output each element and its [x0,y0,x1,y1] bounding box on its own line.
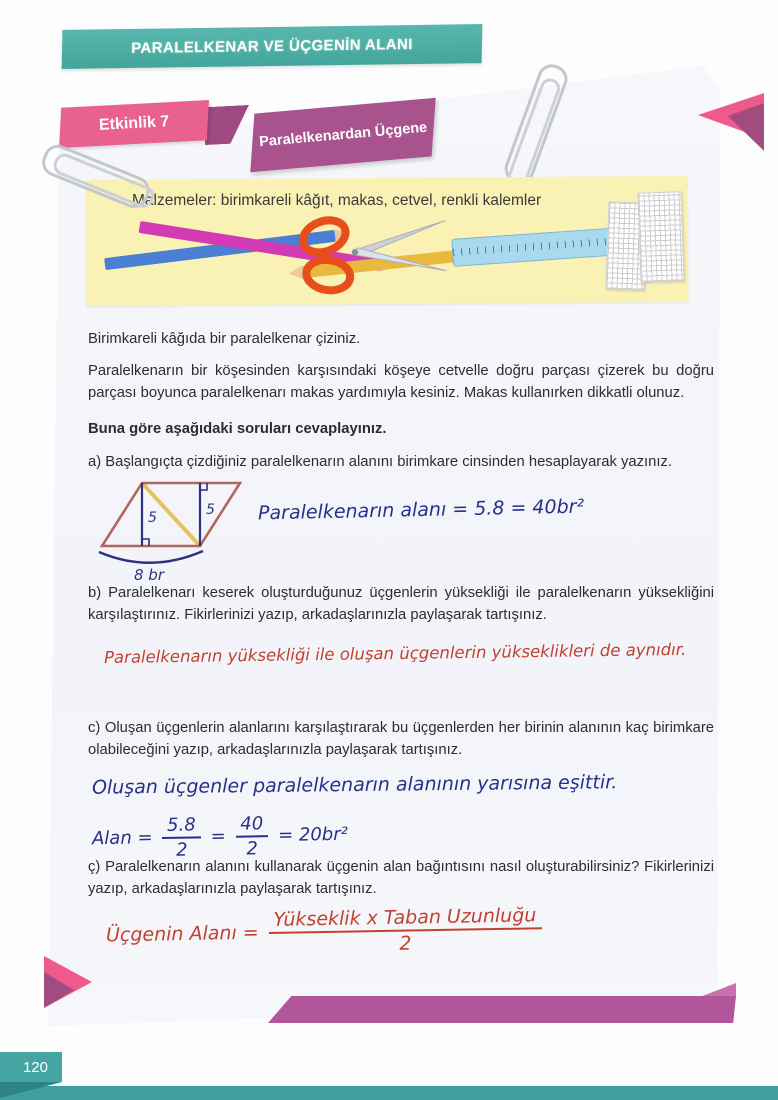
page-number: 120 [22,1058,48,1076]
page-number-badge [0,1052,62,1082]
parallelogram-diagram [90,470,270,588]
question-c: c) Oluşan üçgenlerin alanlarını karşılaştırarak bu üçgenlerden her birinin alanının kaç birimkare olabileceğini yazıp, arkadaşlarınızla paylaşarak tartışınız. [88,720,714,759]
handwritten-area-formula: Alan = $\frac{5.8}{2}$ = $\frac{40}{2}$ = 20br² [91,813,349,861]
handwritten-answer-c: Oluşan üçgenler paralelkenarın alanının yarısına eşittir. [91,771,618,799]
base-label: 8 br [134,566,164,584]
corner-arrow-decoration [698,93,764,151]
activity-label: Etkinlik 7 [98,113,170,134]
question-cc: ç) Paralelkenarın alanını kullanarak üçgenin alan bağıntısını nasıl oluşturabilirsiniz? Fikirlerinizi yazıp, arkadaşlarınızla paylaşarak tartışınız. [88,859,714,898]
bookmark-decoration [44,956,92,1008]
area-result: = 20br² [277,823,349,846]
unit-header-bar [62,24,483,69]
step2-text: Paralelkenarın bir köşesinden karşısındaki köşeye cetvelle doğru parçası çizerek bu doğru parçası boyunca paralelkenarı makas yardımıyla kesiniz. Makas kullanırken dikkatli olunuz. [88,363,714,402]
handwritten-answer-b: Paralelkenarın yüksekliği ile oluşan üçgenlerin yükseklikleri de aynıdır. [103,639,687,668]
base-brace-arc [99,551,203,563]
materials-text: Malzemeler: birimkareli kâğıt, makas, cetvel, renkli kalemler [132,192,542,209]
unit-title: PARALELKENAR VE ÜÇGENİN ALANI [131,36,413,57]
height-label-right: 5 [206,502,215,518]
height-label-left: 5 [148,510,157,526]
activity-ribbon [59,100,209,148]
handwritten-answer-a: Paralelkenarın alanı = 5.8 = 40br² [257,495,585,525]
handwritten-triangle-formula [106,904,546,960]
triangle-area-label: Üçgenin Alanı = [105,921,259,947]
bottom-strip [0,1086,778,1100]
scissors-icon [292,200,460,302]
fraction: $\frac{\text{Yükseklik x Taban Uzunluğu}}{2}$ [268,904,542,957]
alan-label: Alan = [91,827,153,850]
fraction: $\frac{40}{2}$ [235,813,269,860]
footer-bar [268,996,736,1023]
question-b: b) Paralelkenarı keserek oluşturduğunuz üçgenlerin yüksekliği ile paralelkenarın yüksekliğini karşılaştırınız. Fikirlerinizi yazıp, arkadaşlarınızla paylaşarak tartışınız. [88,585,714,624]
question-a: a) Başlangıçta çizdiğiniz paralelkenarın alanını birimkare cinsinden hesaplayarak yazınız. [88,454,672,470]
step1-text: Birimkareli kâğıda bir paralelkenar çiziniz. [88,331,361,347]
grid-paper-icon [637,191,684,282]
instruction-text: Buna göre aşağıdaki soruları cevaplayınız. [88,421,387,437]
fraction: $\frac{5.8}{2}$ [162,814,201,861]
activity-banner-label: Paralelkenardan Üçgene [258,119,428,151]
